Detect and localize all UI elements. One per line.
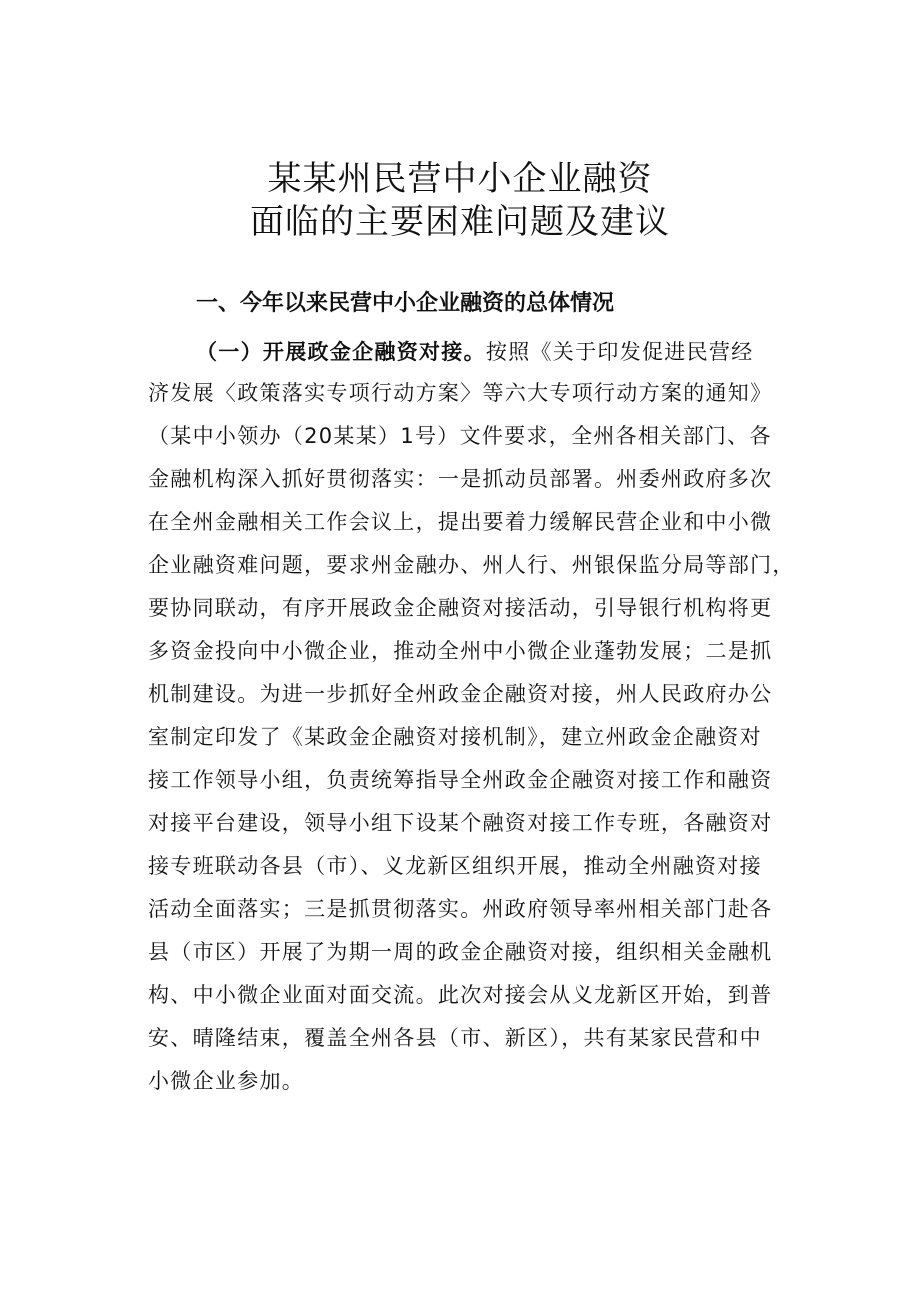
paragraph-line: 活动全面落实；三是抓贯彻落实。州政府领导率州相关部门赴各 [148,897,773,921]
paragraph-line: 安、晴隆结束，覆盖全州各县（市、新区），共有某家民营和中 [148,1026,762,1050]
paragraph-line: 县（市区）开展了为期一周的政金企融资对接，组织相关金融机 [148,940,773,964]
subsection-heading-1: （一）开展政金企融资对接。 [196,340,486,364]
paragraph-line: 金融机构深入抓好贯彻落实：一是抓动员部署。州委州政府多次 [148,467,773,491]
paragraph-line: 接专班联动各县（市）、义龙新区组织开展，推动全州融资对接 [148,854,762,878]
paragraph-line: 企业融资难问题，要求州金融办、州人行、州银保监分局等部门， [148,553,795,577]
paragraph-line: 接工作领导小组，负责统筹指导全州政金企融资对接工作和融资 [148,768,773,792]
paragraph-text: 按照《关于印发促进民营经 [485,340,754,364]
paragraph-line: 要协同联动，有序开展政金企融资对接活动，引导银行机构将更 [148,596,773,620]
paragraph-line: 多资金投向中小微企业，推动全州中小微企业蓬勃发展；二是抓 [148,639,773,663]
paragraph-line: 对接平台建设，领导小组下设某个融资对接工作专班，各融资对 [148,811,773,835]
paragraph-line [196,336,876,368]
section-heading-1: 一、今年以来民营中小企业融资的总体情况 [196,291,615,316]
document-title-line-2: 面临的主要困难问题及建议 [250,202,670,242]
paragraph-line: 机制建设。为进一步抓好全州政金企融资对接，州人民政府办公 [148,682,773,706]
paragraph-line: （某中小领办（20某某）1号）文件要求，全州各相关部门、各 [148,424,772,448]
document-title-line-1: 某某州民营中小企业融资 [267,159,653,199]
paragraph-line: 室制定印发了《某政金企融资对接机制》，建立州政金企融资对 [148,725,762,749]
paragraph-line: 构、中小微企业面对面交流。此次对接会从义龙新区开始，到普 [148,983,773,1007]
paragraph-line: 济发展〈政策落实专项行动方案〉等六大专项行动方案的通知》 [148,381,773,405]
paragraph-line: 在全州金融相关工作会议上，提出要着力缓解民营企业和中小微 [148,510,773,534]
paragraph-line: 小微企业参加。 [148,1069,305,1093]
